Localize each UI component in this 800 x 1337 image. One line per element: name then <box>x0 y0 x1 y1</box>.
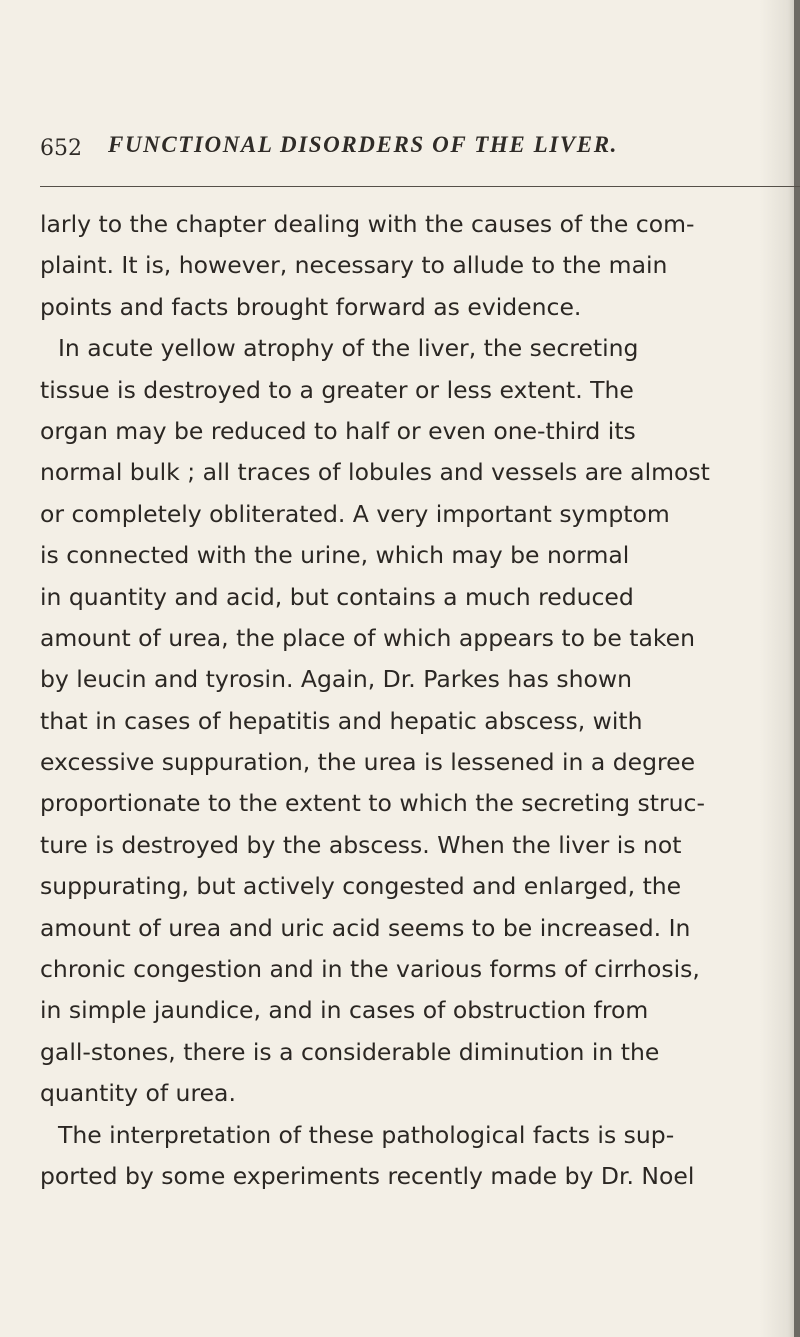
text-line: chronic congestion and in the various forms of cirrhosis, <box>40 955 700 984</box>
text-line: quantity of urea. <box>40 1079 236 1108</box>
paragraph-start-line: The interpretation of these pathological facts is sup- <box>58 1120 675 1149</box>
text-line: that in cases of hepatitis and hepatic abscess, with <box>40 706 643 735</box>
text-line: tissue is destroyed to a greater or less extent. The <box>40 375 634 404</box>
text-line: ture is destroyed by the abscess. When the liver is not <box>40 830 682 859</box>
text-line: amount of urea, the place of which appears to be taken <box>40 623 695 652</box>
running-title: FUNCTIONAL DISORDERS OF THE LIVER. <box>108 132 619 157</box>
text-line: suppurating, but actively congested and enlarged, the <box>40 872 682 901</box>
text-line: or completely obliterated. A very important symptom <box>40 499 670 528</box>
text-line: larly to the chapter dealing with the causes of the com- <box>40 210 695 238</box>
text-line: excessive suppuration, the urea is lessened in a degree <box>40 748 696 777</box>
page-header <box>40 128 740 168</box>
body-text <box>40 204 760 1197</box>
text-line: organ may be reduced to half or even one-third its <box>40 416 636 445</box>
page-number: 652 <box>40 136 82 161</box>
text-line: plaint. It is, however, necessary to allude to the main <box>40 251 668 280</box>
text-line: in quantity and acid, but contains a much reduced <box>40 582 634 611</box>
text-line: ported by some experiments recently made by Dr. Noel <box>40 1161 695 1190</box>
text-line: normal bulk ; all traces of lobules and vessels are almost <box>40 458 710 487</box>
text-line: gall-stones, there is a considerable diminution in the <box>40 1037 660 1066</box>
text-line: amount of urea and uric acid seems to be increased. In <box>40 913 691 942</box>
text-line: proportionate to the extent to which the secreting struc- <box>40 789 705 818</box>
text-line: in simple jaundice, and in cases of obstruction from <box>40 996 649 1025</box>
text-line: by leucin and tyrosin. Again, Dr. Parkes has shown <box>40 665 632 694</box>
paragraph-start-line: In acute yellow atrophy of the liver, the secreting <box>58 334 639 363</box>
text-line: is connected with the urine, which may be normal <box>40 541 630 570</box>
page-edge-border <box>794 0 800 1337</box>
text-line: points and facts brought forward as evidence. <box>40 292 582 321</box>
header-rule <box>40 186 800 187</box>
